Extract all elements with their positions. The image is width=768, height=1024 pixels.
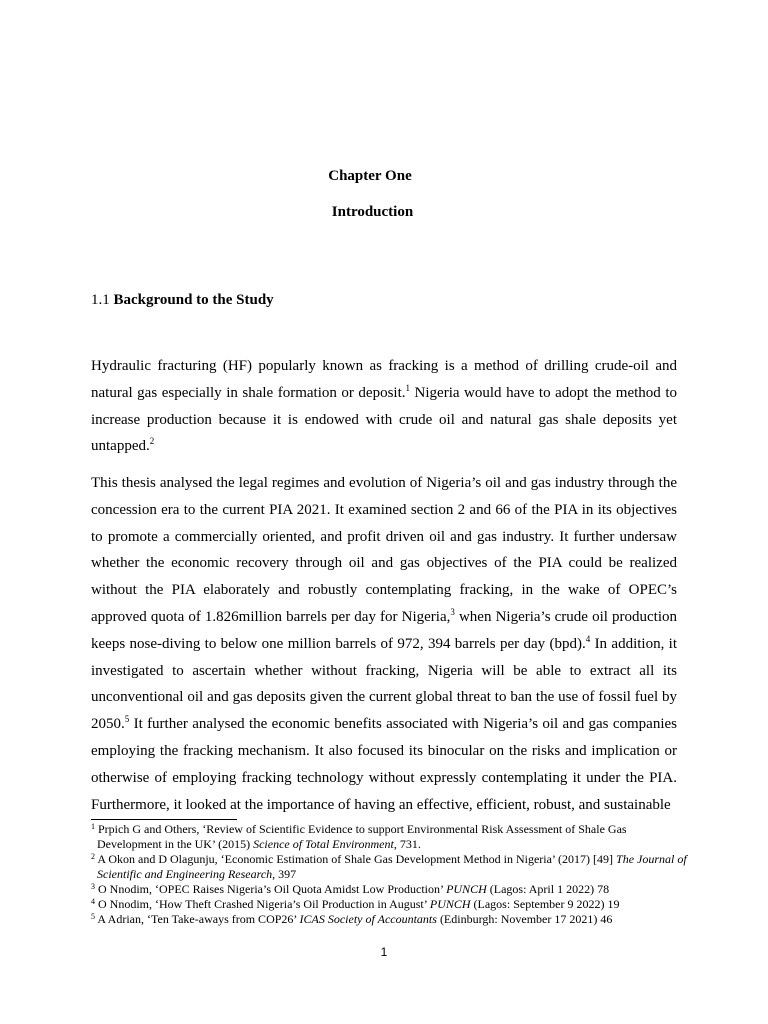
footnote-source: ICAS Society of Accountants (299, 912, 437, 926)
footnote-text: (Edinburgh: November 17 2021) 46 (436, 912, 613, 926)
introduction-title: Introduction (331, 204, 414, 220)
footnote-5 (91, 912, 691, 927)
footnote-3 (91, 882, 691, 897)
chapter-title: Chapter One (328, 168, 412, 184)
footnote-text: (Lagos: April 1 2022) 78 (486, 882, 610, 896)
footnote-text: A Okon and D Olagunju, ‘Economic Estimation of Shale Gas Development Method in Nigeria’ (2017) [49] (97, 852, 617, 866)
paragraph-text: In addition, it investigated to ascertain whether without fracking, Nigeria will be able to extract all its unconventional oil and gas deposits given the current global threat to ban the use of fossil fuel by 2050. (91, 635, 677, 733)
footnote-text: , 731. (393, 837, 421, 851)
footnote-source: PUNCH (446, 882, 487, 896)
paragraph-text: when Nigeria’s crude oil production keeps nose-diving to below one million barrels of 972, 394 barrels per day (bpd). (91, 608, 677, 652)
footnote-text: O Nnodim, ‘OPEC Raises Nigeria’s Oil Quota Amidst Low Production’ (98, 882, 447, 896)
section-title: Background to the Study (113, 292, 274, 308)
footnote-source: PUNCH (429, 897, 471, 911)
body-paragraph-1 (91, 353, 677, 460)
footnote-ref-4[interactable]: 4 (585, 633, 591, 644)
footnote-source: The Journal of Scientific and Engineering Research (97, 852, 687, 881)
footnote-source: Science of Total Environment (253, 837, 394, 851)
footnote-text: O Nnodim, ‘How Theft Crashed Nigeria’s Oil Production in August’ (98, 897, 430, 911)
footnote-text: (Lagos: September 9 2022) 19 (470, 897, 620, 911)
footnote-number: 4 (91, 897, 95, 906)
paragraph-text: Nigeria would have to adopt the method to increase production because it is endowed with crude oil and natural gas shale deposits yet untapped. (91, 384, 677, 455)
footnotes (91, 822, 691, 927)
paragraph-text: Hydraulic fracturing (HF) popularly known as fracking is a method of drilling crude-oil and natural gas especially in shale formation or deposit. (91, 358, 677, 401)
footnote-text: Prpich G and Others, ‘Review of Scientific Evidence to support Environmental Risk Assessment of Shale Gas Development in the UK’ (2015) (97, 822, 627, 851)
section-number: 1.1 (91, 292, 110, 308)
footnote-ref-5[interactable]: 5 (124, 714, 130, 725)
footnote-number: 1 (91, 822, 95, 831)
section-heading (91, 290, 274, 310)
paragraph-text: This thesis analysed the legal regimes and evolution of Nigeria’s oil and gas industry through the concession era to the current PIA 2021. It examined section 2 and 66 of the PIA in its objectives to promote a commercially oriented, and profit driven oil and gas industry. It further undersaw whether the economic recovery through oil and gas objectives of the PIA could be realized without the PIA elaborately and robustly contemplating fracking, in the wake of OPEC’s approved quota of 1.826million barrels per day for Nigeria, (91, 475, 677, 625)
footnote-number: 2 (91, 852, 95, 861)
footnote-2 (91, 852, 691, 882)
footnote-text: , 397 (272, 867, 297, 881)
footnote-text: A Adrian, ‘Ten Take-aways from COP26’ (97, 912, 300, 926)
paragraph-text: It further analysed the economic benefits associated with Nigeria’s oil and gas companies employing the fracking mechanism. It also focused its binocular on the risks and implication or otherwise of employing fracking technology without expressly contemplating it under the PIA. Furthermore, it looked at the importance of having an effective, efficient, robust, and sustainable (91, 716, 677, 813)
footnote-number: 3 (91, 882, 95, 891)
footnote-ref-1[interactable]: 1 (405, 382, 411, 393)
footnote-separator (91, 819, 237, 820)
footnote-1 (91, 822, 691, 852)
footnote-ref-2[interactable]: 2 (149, 436, 155, 447)
footnote-ref-3[interactable]: 3 (450, 606, 455, 617)
page-number: 1 (380, 945, 388, 959)
body-paragraph-2 (91, 470, 677, 818)
footnote-number: 5 (91, 912, 95, 921)
footnote-4 (91, 897, 691, 912)
